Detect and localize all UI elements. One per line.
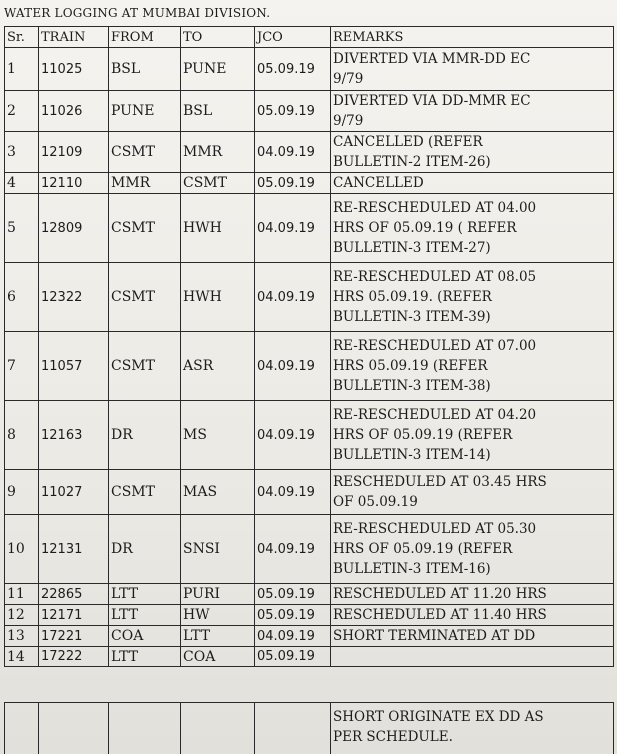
- table-row: [5, 605, 614, 626]
- cell-jco: 05.09.19: [255, 173, 331, 194]
- table-row: [5, 647, 614, 667]
- cell-sr: 3: [5, 132, 39, 173]
- cell-to: MMR: [181, 132, 255, 173]
- cell-remarks: RE-RESCHEDULED AT 05.30 HRS OF 05.09.19 (REFER BULLETIN-3 ITEM-16): [331, 515, 614, 584]
- cell-jco: 04.09.19: [255, 470, 331, 515]
- header-train: TRAIN: [39, 27, 109, 48]
- cell-to: COA: [181, 647, 255, 667]
- cell-jco: 05.09.19: [255, 647, 331, 667]
- cell-train: 12171: [39, 605, 109, 626]
- table-row: [5, 332, 614, 401]
- cell-to: HWH: [181, 263, 255, 332]
- cell-train: 11025: [39, 48, 109, 91]
- header-remarks: REMARKS: [331, 27, 614, 48]
- cell-to: PUNE: [181, 48, 255, 91]
- cell-sr: 7: [5, 332, 39, 401]
- cell-jco: 05.09.19: [255, 48, 331, 91]
- cell-empty: [255, 703, 331, 754]
- cell-from: DR: [109, 515, 181, 584]
- cell-train: 12110: [39, 173, 109, 194]
- header-jco: JCO: [255, 27, 331, 48]
- cell-from: LTT: [109, 647, 181, 667]
- cell-train: 12322: [39, 263, 109, 332]
- cell-from: LTT: [109, 605, 181, 626]
- cell-empty: [181, 703, 255, 754]
- cell-train: 11026: [39, 91, 109, 132]
- cell-from: PUNE: [109, 91, 181, 132]
- cell-remarks: RE-RESCHEDULED AT 04.20 HRS OF 05.09.19 (REFER BULLETIN-3 ITEM-14): [331, 401, 614, 470]
- cell-train: 12109: [39, 132, 109, 173]
- cell-sr: 6: [5, 263, 39, 332]
- cell-to: LTT: [181, 626, 255, 647]
- table-body: [5, 48, 614, 667]
- cell-remarks: DIVERTED VIA DD-MMR EC 9/79: [331, 91, 614, 132]
- cell-to: PURI: [181, 584, 255, 605]
- table-row: [5, 703, 614, 754]
- cell-remarks: RE-RESCHEDULED AT 08.05 HRS 05.09.19. (REFER BULLETIN-3 ITEM-39): [331, 263, 614, 332]
- cell-jco: 04.09.19: [255, 194, 331, 263]
- cell-remarks: SHORT TERMINATED AT DD: [331, 626, 614, 647]
- cell-train: 22865: [39, 584, 109, 605]
- cell-from: MMR: [109, 173, 181, 194]
- cell-train: 11057: [39, 332, 109, 401]
- table-row: [5, 401, 614, 470]
- cell-to: ASR: [181, 332, 255, 401]
- header-from: FROM: [109, 27, 181, 48]
- cell-jco: 04.09.19: [255, 515, 331, 584]
- table-row: [5, 263, 614, 332]
- cell-to: CSMT: [181, 173, 255, 194]
- cell-sr: 13: [5, 626, 39, 647]
- cell-jco: 05.09.19: [255, 584, 331, 605]
- cell-to: MS: [181, 401, 255, 470]
- cell-from: CSMT: [109, 132, 181, 173]
- cell-from: BSL: [109, 48, 181, 91]
- cell-empty: [109, 703, 181, 754]
- cell-train: 12163: [39, 401, 109, 470]
- cell-jco: 04.09.19: [255, 263, 331, 332]
- cell-remarks: DIVERTED VIA MMR-DD EC 9/79: [331, 48, 614, 91]
- header-to: TO: [181, 27, 255, 48]
- cell-remarks: SHORT ORIGINATE EX DD AS PER SCHEDULE.: [331, 703, 614, 754]
- cell-sr: 1: [5, 48, 39, 91]
- cell-remarks: RESCHEDULED AT 03.45 HRS OF 05.09.19: [331, 470, 614, 515]
- cell-jco: 04.09.19: [255, 332, 331, 401]
- cell-sr: 8: [5, 401, 39, 470]
- cell-to: HW: [181, 605, 255, 626]
- cell-sr: 11: [5, 584, 39, 605]
- table-row: [5, 626, 614, 647]
- cell-to: HWH: [181, 194, 255, 263]
- cell-train: 12809: [39, 194, 109, 263]
- cell-to: SNSI: [181, 515, 255, 584]
- cell-remarks: CANCELLED: [331, 173, 614, 194]
- cell-empty: [5, 703, 39, 754]
- cell-jco: 05.09.19: [255, 91, 331, 132]
- table-row: [5, 515, 614, 584]
- cell-jco: 05.09.19: [255, 605, 331, 626]
- cell-from: CSMT: [109, 332, 181, 401]
- cell-remarks: RE-RESCHEDULED AT 07.00 HRS 05.09.19 (REFER BULLETIN-3 ITEM-38): [331, 332, 614, 401]
- cell-to: BSL: [181, 91, 255, 132]
- cell-from: LTT: [109, 584, 181, 605]
- cell-empty: [39, 703, 109, 754]
- table-row: [5, 48, 614, 91]
- cell-from: COA: [109, 626, 181, 647]
- cell-from: DR: [109, 401, 181, 470]
- cell-train: 12131: [39, 515, 109, 584]
- cell-from: CSMT: [109, 263, 181, 332]
- cell-from: CSMT: [109, 470, 181, 515]
- cell-sr: 5: [5, 194, 39, 263]
- cell-jco: 04.09.19: [255, 401, 331, 470]
- table-row: [5, 194, 614, 263]
- table-row: [5, 173, 614, 194]
- cell-jco: 04.09.19: [255, 132, 331, 173]
- cell-sr: 10: [5, 515, 39, 584]
- cell-train: 17221: [39, 626, 109, 647]
- cell-sr: 12: [5, 605, 39, 626]
- cell-to: MAS: [181, 470, 255, 515]
- cell-train: 11027: [39, 470, 109, 515]
- continuation-row: [4, 702, 614, 754]
- table-row: [5, 132, 614, 173]
- cell-from: CSMT: [109, 194, 181, 263]
- cell-jco: 04.09.19: [255, 626, 331, 647]
- cell-sr: 2: [5, 91, 39, 132]
- document-title: WATER LOGGING AT MUMBAI DIVISION.: [4, 6, 271, 20]
- cell-sr: 9: [5, 470, 39, 515]
- cell-remarks: [331, 647, 614, 667]
- header-sr: Sr.: [5, 27, 39, 48]
- cell-remarks: RESCHEDULED AT 11.20 HRS: [331, 584, 614, 605]
- cell-remarks: RE-RESCHEDULED AT 04.00 HRS OF 05.09.19 ( REFER BULLETIN-3 ITEM-27): [331, 194, 614, 263]
- table-header-row: [5, 27, 614, 48]
- water-logging-table: [4, 26, 614, 667]
- cell-sr: 4: [5, 173, 39, 194]
- table-row: [5, 470, 614, 515]
- cell-remarks: RESCHEDULED AT 11.40 HRS: [331, 605, 614, 626]
- table-row: [5, 584, 614, 605]
- cell-remarks: CANCELLED (REFER BULLETIN-2 ITEM-26): [331, 132, 614, 173]
- cell-train: 17222: [39, 647, 109, 667]
- cell-sr: 14: [5, 647, 39, 667]
- table-row: [5, 91, 614, 132]
